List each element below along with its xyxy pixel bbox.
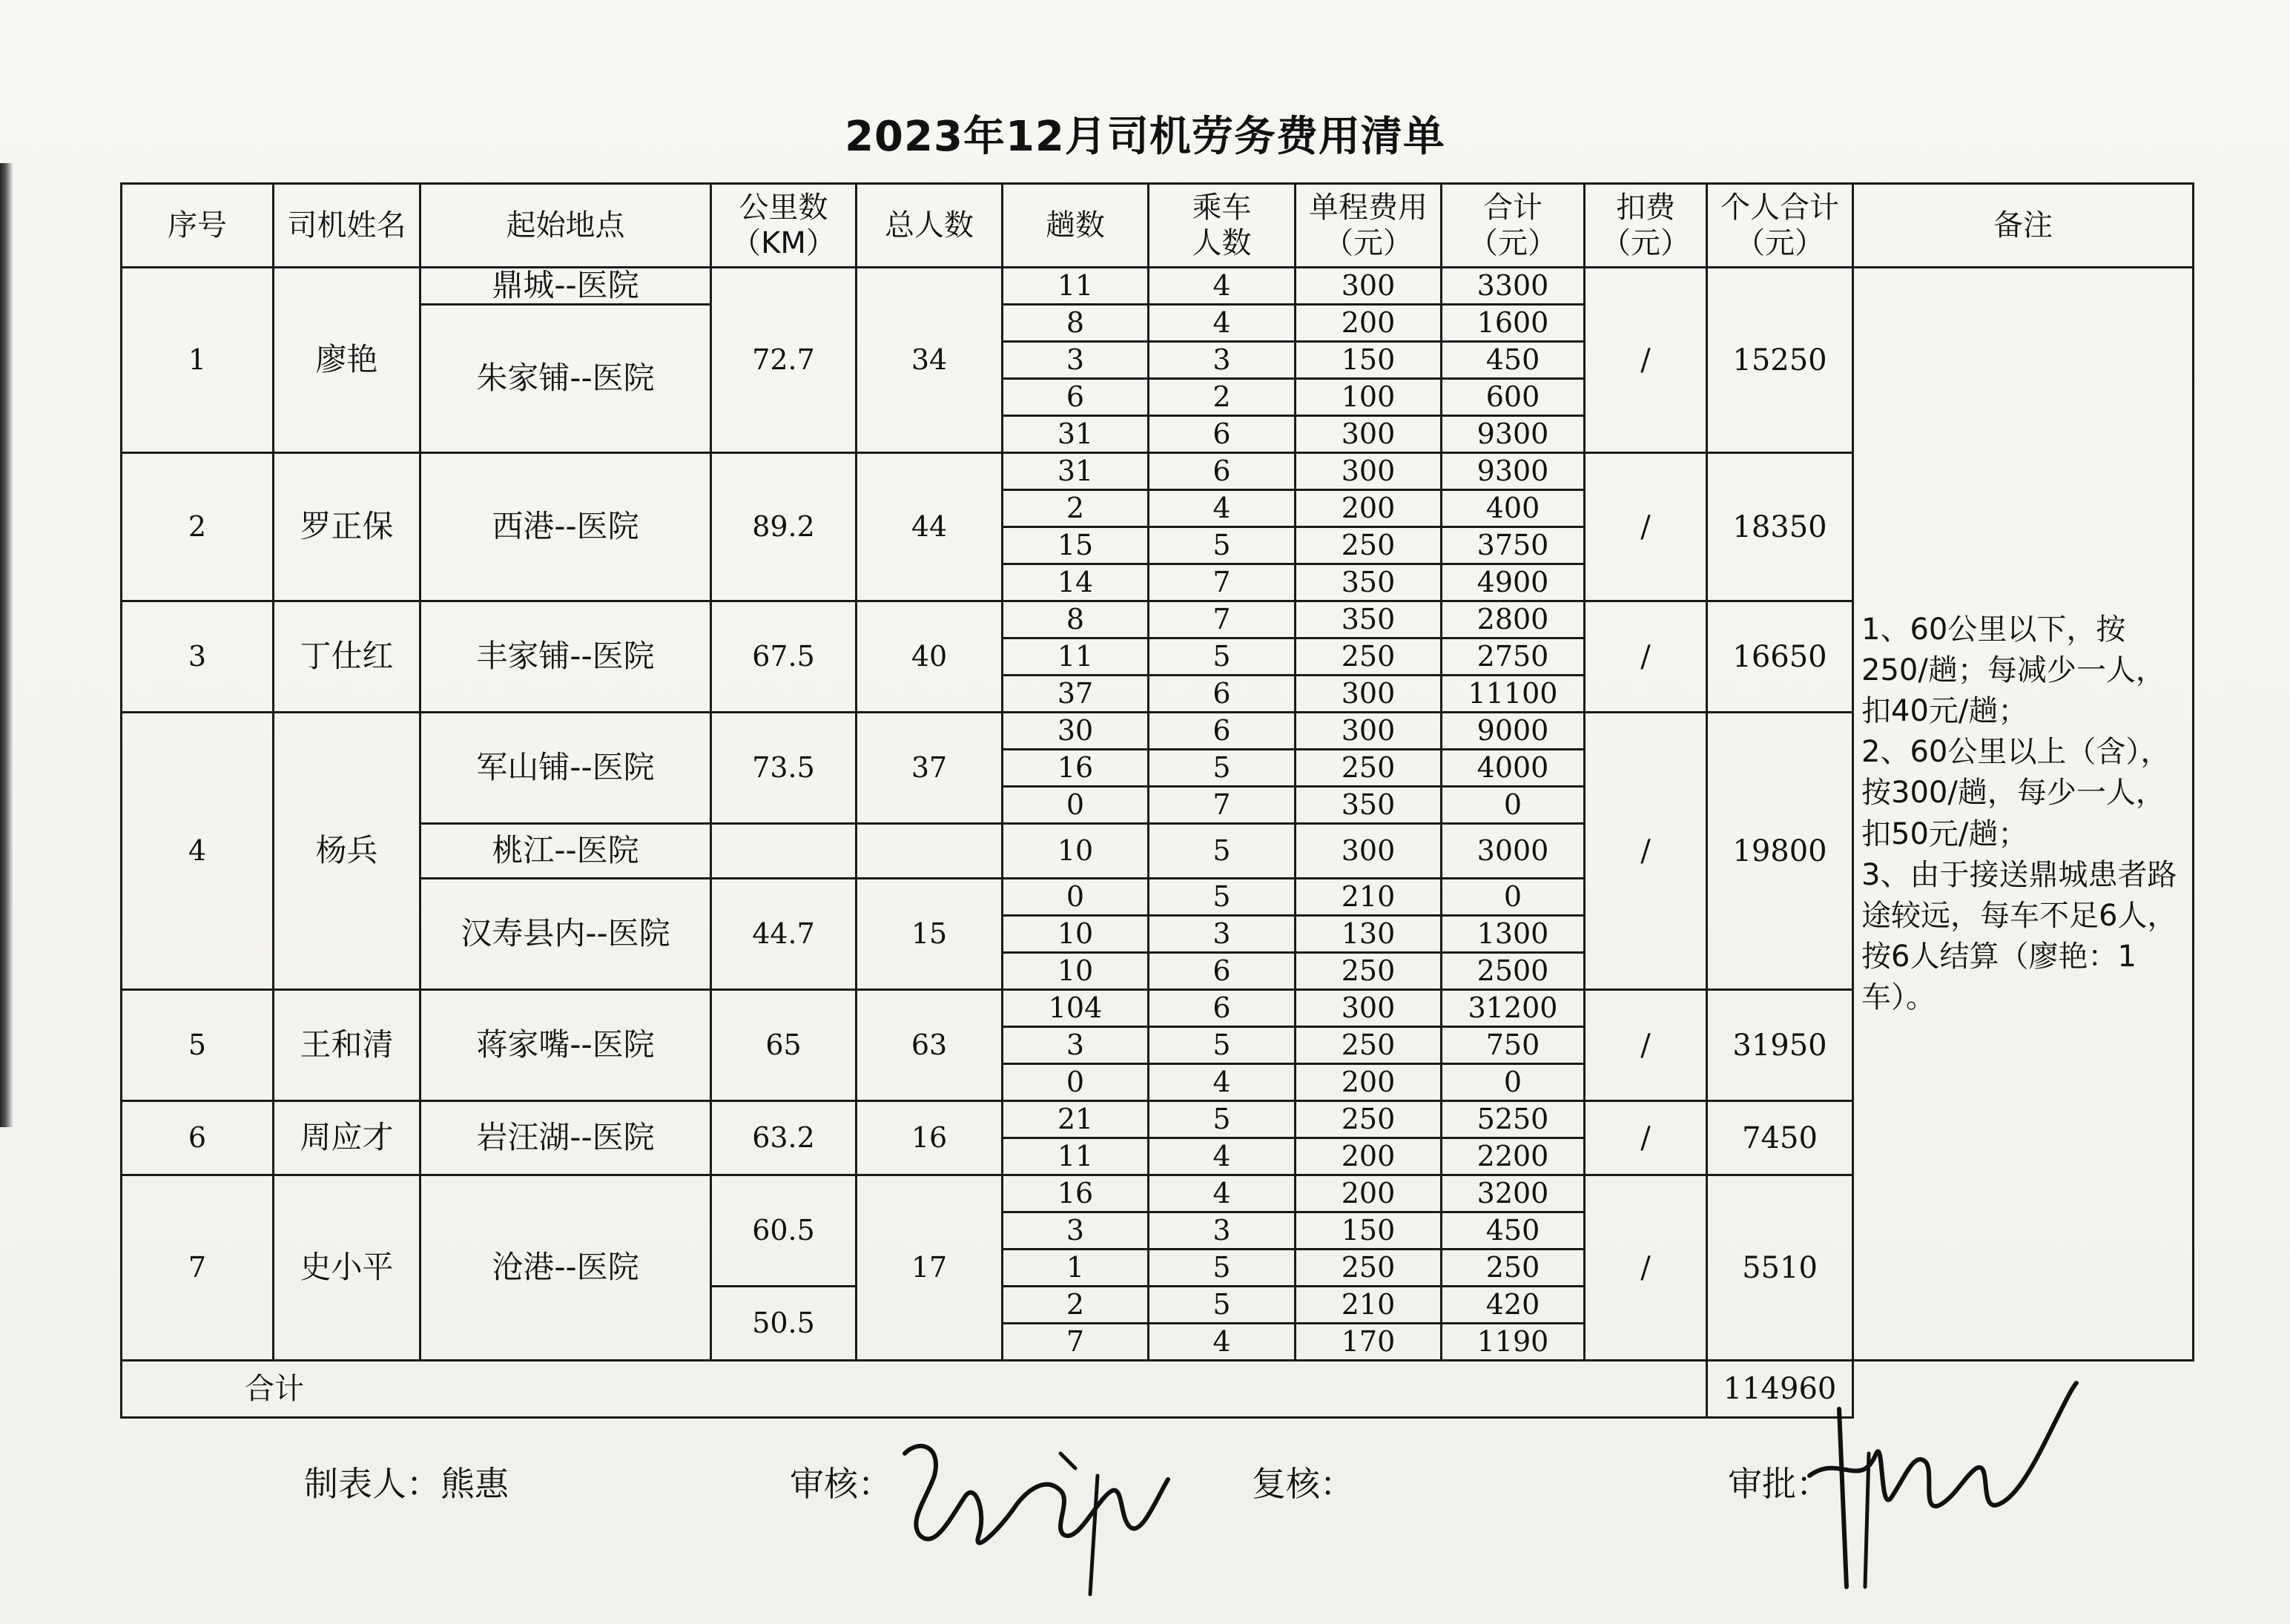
header-subtotal: 合计 （元） <box>1442 184 1585 268</box>
approve-signature <box>1795 1364 2091 1609</box>
table-row <box>122 268 2194 305</box>
trips-cell: 2 <box>1003 1287 1149 1324</box>
sum-cell: 1300 <box>1442 916 1585 953</box>
fee-cell: 170 <box>1296 1324 1442 1361</box>
person-total-cell: 5510 <box>1707 1175 1853 1361</box>
person-total-cell: 31950 <box>1707 990 1853 1101</box>
trips-cell: 15 <box>1003 527 1149 564</box>
sum-cell: 450 <box>1442 1212 1585 1250</box>
fee-cell: 200 <box>1296 305 1442 342</box>
scan-edge-shadow <box>0 163 13 1127</box>
sum-cell: 1190 <box>1442 1324 1585 1361</box>
sum-cell: 2750 <box>1442 638 1585 676</box>
sum-cell: 2500 <box>1442 953 1585 990</box>
preparer-label: 制表人：熊惠 <box>304 1464 509 1504</box>
trips-cell: 0 <box>1003 1064 1149 1101</box>
trips-cell: 3 <box>1003 1027 1149 1064</box>
deduct-cell: / <box>1585 268 1707 453</box>
fee-cell: 150 <box>1296 1212 1442 1250</box>
riders-cell: 7 <box>1149 787 1296 824</box>
sum-cell: 9000 <box>1442 713 1585 750</box>
sum-cell: 3750 <box>1442 527 1585 564</box>
riders-cell: 4 <box>1149 305 1296 342</box>
riders-cell: 6 <box>1149 713 1296 750</box>
fee-cell: 300 <box>1296 824 1442 879</box>
fee-cell: 250 <box>1296 1101 1442 1138</box>
driver-name: 廖艳 <box>274 268 420 453</box>
route-cell: 汉寿县内--医院 <box>420 879 711 990</box>
sum-cell: 450 <box>1442 342 1585 379</box>
riders-cell: 6 <box>1149 416 1296 453</box>
total-people-cell: 15 <box>857 879 1003 990</box>
fee-cell: 250 <box>1296 750 1442 787</box>
total-people-cell: 16 <box>857 1101 1003 1175</box>
sum-cell: 250 <box>1442 1250 1585 1287</box>
fee-cell: 250 <box>1296 527 1442 564</box>
driver-name: 丁仕红 <box>274 601 420 713</box>
trips-cell: 0 <box>1003 787 1149 824</box>
seq-cell: 4 <box>122 713 274 990</box>
header-note: 备注 <box>1853 184 2194 268</box>
review-signature <box>875 1409 1187 1602</box>
route-cell: 朱家铺--医院 <box>420 305 711 453</box>
header-person-total: 个人合计 （元） <box>1707 184 1853 268</box>
trips-cell: 16 <box>1003 1175 1149 1212</box>
person-total-cell: 18350 <box>1707 453 1853 601</box>
driver-name: 罗正保 <box>274 453 420 601</box>
approve-label: 审批： <box>1728 1464 1830 1504</box>
driver-name: 史小平 <box>274 1175 420 1361</box>
km-cell: 44.7 <box>711 879 857 990</box>
driver-name: 王和清 <box>274 990 420 1101</box>
km-cell: 73.5 <box>711 713 857 824</box>
trips-cell: 8 <box>1003 305 1149 342</box>
route-cell: 桃江--医院 <box>420 824 711 879</box>
route-cell: 军山铺--医院 <box>420 713 711 824</box>
deduct-cell: / <box>1585 1101 1707 1175</box>
sum-cell: 11100 <box>1442 676 1585 713</box>
fee-cell: 200 <box>1296 1064 1442 1101</box>
deduct-cell: / <box>1585 1175 1707 1361</box>
riders-cell: 4 <box>1149 1138 1296 1175</box>
riders-cell: 7 <box>1149 601 1296 638</box>
sum-cell: 3200 <box>1442 1175 1585 1212</box>
sum-cell: 3000 <box>1442 824 1585 879</box>
total-people-cell <box>857 824 1003 879</box>
riders-cell: 3 <box>1149 342 1296 379</box>
sum-cell: 400 <box>1442 490 1585 527</box>
km-cell <box>711 824 857 879</box>
seq-cell: 7 <box>122 1175 274 1361</box>
km-cell: 72.7 <box>711 268 857 453</box>
seq-cell: 1 <box>122 268 274 453</box>
riders-cell: 5 <box>1149 1250 1296 1287</box>
total-people-cell: 17 <box>857 1175 1003 1361</box>
trips-cell: 16 <box>1003 750 1149 787</box>
sum-cell: 4000 <box>1442 750 1585 787</box>
riders-cell: 4 <box>1149 1324 1296 1361</box>
fee-cell: 130 <box>1296 916 1442 953</box>
sum-cell: 600 <box>1442 379 1585 416</box>
riders-cell: 5 <box>1149 638 1296 676</box>
sum-cell: 5250 <box>1442 1101 1585 1138</box>
route-cell: 蒋家嘴--医院 <box>420 990 711 1101</box>
header-unit-fee: 单程费用 （元） <box>1296 184 1442 268</box>
total-people-cell: 44 <box>857 453 1003 601</box>
person-total-cell: 19800 <box>1707 713 1853 990</box>
review-label: 审核： <box>790 1464 892 1504</box>
header-driver: 司机姓名 <box>274 184 420 268</box>
trips-cell: 8 <box>1003 601 1149 638</box>
sum-cell: 2200 <box>1442 1138 1585 1175</box>
header-seq: 序号 <box>122 184 274 268</box>
riders-cell: 4 <box>1149 1175 1296 1212</box>
trips-cell: 11 <box>1003 268 1149 305</box>
sum-cell: 31200 <box>1442 990 1585 1027</box>
trips-cell: 104 <box>1003 990 1149 1027</box>
header-total-people: 总人数 <box>857 184 1003 268</box>
sum-cell: 0 <box>1442 787 1585 824</box>
trips-cell: 6 <box>1003 379 1149 416</box>
total-people-cell: 63 <box>857 990 1003 1101</box>
header-route: 起始地点 <box>420 184 711 268</box>
fee-cell: 250 <box>1296 1250 1442 1287</box>
sum-cell: 4900 <box>1442 564 1585 601</box>
route-cell: 西港--医院 <box>420 453 711 601</box>
riders-cell: 5 <box>1149 527 1296 564</box>
trips-cell: 30 <box>1003 713 1149 750</box>
fee-cell: 200 <box>1296 1138 1442 1175</box>
km-cell: 63.2 <box>711 1101 857 1175</box>
trips-cell: 11 <box>1003 638 1149 676</box>
sum-cell: 420 <box>1442 1287 1585 1324</box>
riders-cell: 5 <box>1149 750 1296 787</box>
riders-cell: 5 <box>1149 879 1296 916</box>
fee-cell: 300 <box>1296 453 1442 490</box>
driver-name: 杨兵 <box>274 713 420 990</box>
fee-table <box>120 182 2194 1419</box>
trips-cell: 3 <box>1003 342 1149 379</box>
seq-cell: 6 <box>122 1101 274 1175</box>
riders-cell: 6 <box>1149 676 1296 713</box>
person-total-cell: 16650 <box>1707 601 1853 713</box>
total-people-cell: 34 <box>857 268 1003 453</box>
riders-cell: 6 <box>1149 453 1296 490</box>
sum-cell: 0 <box>1442 1064 1585 1101</box>
riders-cell: 5 <box>1149 1287 1296 1324</box>
fee-cell: 300 <box>1296 676 1442 713</box>
riders-cell: 6 <box>1149 953 1296 990</box>
riders-cell: 3 <box>1149 916 1296 953</box>
sum-cell: 750 <box>1442 1027 1585 1064</box>
riders-cell: 3 <box>1149 1212 1296 1250</box>
sum-cell: 9300 <box>1442 416 1585 453</box>
riders-cell: 4 <box>1149 268 1296 305</box>
route-cell: 沧港--医院 <box>420 1175 711 1361</box>
fee-cell: 300 <box>1296 268 1442 305</box>
fee-cell: 350 <box>1296 601 1442 638</box>
header-riders: 乘车 人数 <box>1149 184 1296 268</box>
sum-cell: 1600 <box>1442 305 1585 342</box>
riders-cell: 5 <box>1149 1027 1296 1064</box>
route-cell: 岩汪湖--医院 <box>420 1101 711 1175</box>
riders-cell: 4 <box>1149 490 1296 527</box>
header-trips: 趟数 <box>1003 184 1149 268</box>
trips-cell: 31 <box>1003 453 1149 490</box>
riders-cell: 7 <box>1149 564 1296 601</box>
route-cell: 鼎城--医院 <box>420 268 711 305</box>
sum-cell: 3300 <box>1442 268 1585 305</box>
riders-cell: 6 <box>1149 990 1296 1027</box>
deduct-cell: / <box>1585 453 1707 601</box>
km-cell: 50.5 <box>711 1287 857 1361</box>
deduct-cell: / <box>1585 601 1707 713</box>
person-total-cell: 7450 <box>1707 1101 1853 1175</box>
trips-cell: 10 <box>1003 953 1149 990</box>
fee-cell: 200 <box>1296 1175 1442 1212</box>
driver-name: 周应才 <box>274 1101 420 1175</box>
total-label: 合计 <box>122 1361 1707 1418</box>
trips-cell: 10 <box>1003 916 1149 953</box>
deduct-cell: / <box>1585 990 1707 1101</box>
riders-cell: 5 <box>1149 824 1296 879</box>
trips-cell: 14 <box>1003 564 1149 601</box>
trips-cell: 0 <box>1003 879 1149 916</box>
riders-cell: 2 <box>1149 379 1296 416</box>
recheck-label: 复核： <box>1252 1464 1354 1504</box>
route-cell: 丰家铺--医院 <box>420 601 711 713</box>
seq-cell: 5 <box>122 990 274 1101</box>
trips-cell: 7 <box>1003 1324 1149 1361</box>
km-cell: 65 <box>711 990 857 1101</box>
fee-cell: 210 <box>1296 879 1442 916</box>
header-deduct: 扣费 （元） <box>1585 184 1707 268</box>
fee-cell: 250 <box>1296 638 1442 676</box>
fee-cell: 300 <box>1296 713 1442 750</box>
document-title: 2023年12月司机劳务费用清单 <box>845 113 1445 161</box>
km-cell: 60.5 <box>711 1175 857 1287</box>
fee-cell: 210 <box>1296 1287 1442 1324</box>
km-cell: 67.5 <box>711 601 857 713</box>
header-row <box>122 184 2194 268</box>
sum-cell: 0 <box>1442 879 1585 916</box>
seq-cell: 2 <box>122 453 274 601</box>
trips-cell: 2 <box>1003 490 1149 527</box>
fee-cell: 350 <box>1296 787 1442 824</box>
header-km: 公里数 （KM） <box>711 184 857 268</box>
riders-cell: 4 <box>1149 1064 1296 1101</box>
trips-cell: 21 <box>1003 1101 1149 1138</box>
trips-cell: 10 <box>1003 824 1149 879</box>
sum-cell: 2800 <box>1442 601 1585 638</box>
note-cell: 1、60公里以下，按250/趟；每减少一人，扣40元/趟； 2、60公里以上（含），按300/趟，每少一人，扣50元/趟； 3、由于接送鼎城患者路途较远，每车不足6人，按6人结算（廖艳：1车）。 <box>1853 268 2194 1361</box>
total-people-cell: 37 <box>857 713 1003 824</box>
trips-cell: 37 <box>1003 676 1149 713</box>
trips-cell: 3 <box>1003 1212 1149 1250</box>
sum-cell: 9300 <box>1442 453 1585 490</box>
seq-cell: 3 <box>122 601 274 713</box>
fee-cell: 300 <box>1296 990 1442 1027</box>
fee-cell: 100 <box>1296 379 1442 416</box>
trips-cell: 31 <box>1003 416 1149 453</box>
trips-cell: 1 <box>1003 1250 1149 1287</box>
grand-total: 114960 <box>1707 1361 1853 1418</box>
fee-cell: 350 <box>1296 564 1442 601</box>
fee-cell: 250 <box>1296 953 1442 990</box>
riders-cell: 5 <box>1149 1101 1296 1138</box>
fee-cell: 200 <box>1296 490 1442 527</box>
fee-cell: 300 <box>1296 416 1442 453</box>
fee-cell: 150 <box>1296 342 1442 379</box>
fee-cell: 250 <box>1296 1027 1442 1064</box>
total-people-cell: 40 <box>857 601 1003 713</box>
km-cell: 89.2 <box>711 453 857 601</box>
person-total-cell: 15250 <box>1707 268 1853 453</box>
deduct-cell: / <box>1585 713 1707 990</box>
trips-cell: 11 <box>1003 1138 1149 1175</box>
